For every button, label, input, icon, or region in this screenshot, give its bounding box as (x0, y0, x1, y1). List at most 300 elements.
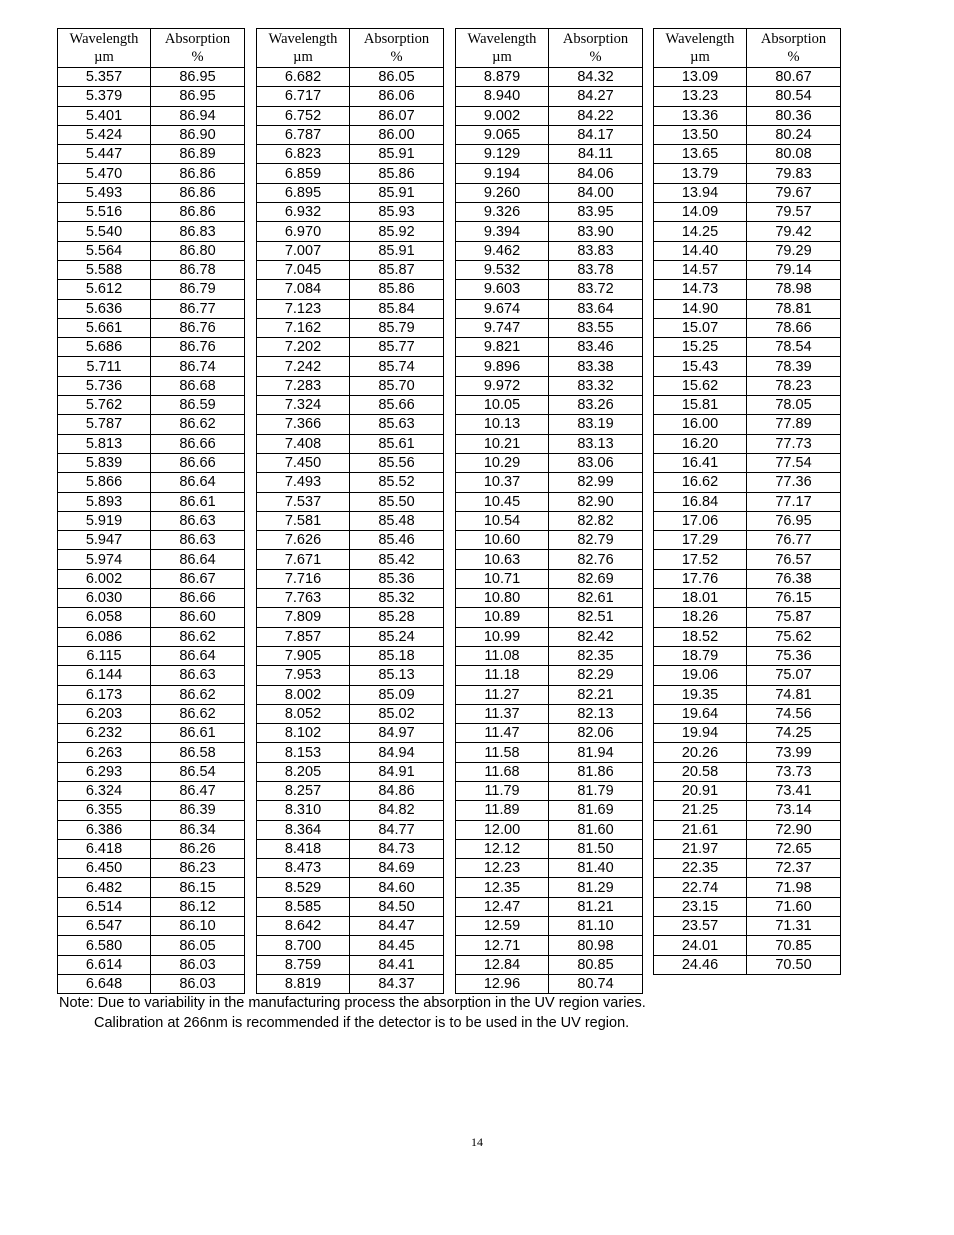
table-row (654, 511, 841, 530)
wavelength-cell: 8.205 (257, 762, 350, 781)
absorption-label: Absorption (164, 31, 231, 47)
absorption-cell: 71.60 (747, 897, 841, 916)
wavelength-cell: 22.74 (654, 878, 747, 897)
wavelength-cell: 10.05 (456, 396, 549, 415)
table-row (257, 415, 444, 434)
absorption-cell: 84.37 (350, 974, 444, 993)
absorption-cell: 84.41 (350, 955, 444, 974)
wavelength-cell: 9.462 (456, 241, 549, 260)
table-row (456, 453, 643, 472)
absorption-cell: 85.50 (350, 492, 444, 511)
absorption-cell: 79.42 (747, 222, 841, 241)
table-row (654, 492, 841, 511)
table-row (654, 434, 841, 453)
wavelength-cell: 12.12 (456, 839, 549, 858)
table-row (58, 222, 245, 241)
table-row (58, 453, 245, 472)
table-row (654, 183, 841, 202)
absorption-cell: 86.64 (151, 550, 245, 569)
table-row (257, 299, 444, 318)
wavelength-cell: 7.537 (257, 492, 350, 511)
wavelength-cell: 7.045 (257, 260, 350, 279)
table-row (456, 87, 643, 106)
table-row (257, 839, 444, 858)
table-row (654, 299, 841, 318)
wavelength-cell: 13.65 (654, 145, 747, 164)
wavelength-cell: 6.514 (58, 897, 151, 916)
table-row (456, 781, 643, 800)
wavelength-cell: 13.94 (654, 183, 747, 202)
absorption-cell: 86.95 (151, 87, 245, 106)
wavelength-cell: 5.813 (58, 434, 151, 453)
table-row (58, 260, 245, 279)
absorption-cell: 84.45 (350, 936, 444, 955)
absorption-cell: 85.87 (350, 260, 444, 279)
absorption-cell: 82.99 (549, 473, 643, 492)
table-row (654, 724, 841, 743)
table-row (257, 781, 444, 800)
wavelength-cell: 12.71 (456, 936, 549, 955)
wavelength-cell: 7.283 (257, 376, 350, 395)
absorption-cell: 78.66 (747, 318, 841, 337)
absorption-cell: 85.09 (350, 685, 444, 704)
absorption-cell: 85.66 (350, 396, 444, 415)
table-row (654, 955, 841, 974)
wavelength-cell: 6.058 (58, 608, 151, 627)
wavelength-cell: 7.162 (257, 318, 350, 337)
absorption-cell: 86.77 (151, 299, 245, 318)
wavelength-cell: 11.37 (456, 704, 549, 723)
table-row (257, 646, 444, 665)
wavelength-cell: 7.123 (257, 299, 350, 318)
absorption-cell: 83.90 (549, 222, 643, 241)
absorption-cell: 84.91 (350, 762, 444, 781)
wavelength-cell: 6.547 (58, 917, 151, 936)
absorption-cell: 83.19 (549, 415, 643, 434)
wavelength-cell: 14.40 (654, 241, 747, 260)
absorption-cell: 85.86 (350, 164, 444, 183)
absorption-cell: 77.36 (747, 473, 841, 492)
absorption-cell: 85.63 (350, 415, 444, 434)
table-row (257, 878, 444, 897)
wavelength-cell: 7.671 (257, 550, 350, 569)
absorption-cell: 85.91 (350, 241, 444, 260)
wavelength-cell: 5.947 (58, 531, 151, 550)
table-row (456, 801, 643, 820)
wavelength-cell: 16.00 (654, 415, 747, 434)
absorption-cell: 85.32 (350, 589, 444, 608)
table-row (58, 183, 245, 202)
wavelength-cell: 8.052 (257, 704, 350, 723)
wavelength-cell: 9.747 (456, 318, 549, 337)
table-row (456, 955, 643, 974)
wavelength-cell: 19.64 (654, 704, 747, 723)
wavelength-cell: 24.01 (654, 936, 747, 955)
absorption-cell: 80.08 (747, 145, 841, 164)
absorption-cell: 74.56 (747, 704, 841, 723)
wavelength-cell: 5.736 (58, 376, 151, 395)
absorption-cell: 86.05 (151, 936, 245, 955)
table-row (257, 608, 444, 627)
table-row (257, 936, 444, 955)
wavelength-cell: 6.580 (58, 936, 151, 955)
absorption-cell: 83.72 (549, 280, 643, 299)
table-row (257, 68, 444, 87)
table-row (257, 453, 444, 472)
table-row (58, 531, 245, 550)
absorption-cell: 81.60 (549, 820, 643, 839)
table-row (58, 396, 245, 415)
absorption-cell: 81.50 (549, 839, 643, 858)
wavelength-cell: 9.394 (456, 222, 549, 241)
table-row (257, 531, 444, 550)
wavelength-cell: 8.257 (257, 781, 350, 800)
absorption-cell: 86.63 (151, 531, 245, 550)
table-row (654, 376, 841, 395)
absorption-cell: 81.21 (549, 897, 643, 916)
wavelength-cell: 5.540 (58, 222, 151, 241)
absorption-cell: 85.48 (350, 511, 444, 530)
table-row (654, 280, 841, 299)
table-row (456, 550, 643, 569)
wavelength-cell: 7.493 (257, 473, 350, 492)
wavelength-cell: 14.09 (654, 203, 747, 222)
table-row (456, 743, 643, 762)
wavelength-cell: 20.91 (654, 781, 747, 800)
wavelength-cell: 8.418 (257, 839, 350, 858)
wavelength-cell: 12.47 (456, 897, 549, 916)
table-row (654, 743, 841, 762)
wavelength-cell: 8.473 (257, 859, 350, 878)
table-row (456, 357, 643, 376)
absorption-cell: 80.67 (747, 68, 841, 87)
wavelength-cell: 12.84 (456, 955, 549, 974)
absorption-cell: 83.46 (549, 338, 643, 357)
table-row (654, 87, 841, 106)
absorption-cell: 83.95 (549, 203, 643, 222)
absorption-cell: 86.63 (151, 511, 245, 530)
wavelength-cell: 10.80 (456, 589, 549, 608)
data-table-3 (455, 28, 643, 994)
wavelength-cell: 6.787 (257, 125, 350, 144)
wavelength-cell: 16.20 (654, 434, 747, 453)
wavelength-cell: 10.63 (456, 550, 549, 569)
absorption-cell: 80.85 (549, 955, 643, 974)
absorption-cell: 83.32 (549, 376, 643, 395)
wavelength-cell: 7.408 (257, 434, 350, 453)
absorption-cell: 85.46 (350, 531, 444, 550)
absorption-cell: 86.12 (151, 897, 245, 916)
wavelength-cell: 8.364 (257, 820, 350, 839)
wavelength-cell: 7.905 (257, 646, 350, 665)
table-row (654, 453, 841, 472)
table-row (257, 820, 444, 839)
absorption-cell: 76.15 (747, 589, 841, 608)
absorption-cell: 79.57 (747, 203, 841, 222)
table-row (654, 685, 841, 704)
wavelength-cell: 5.424 (58, 125, 151, 144)
absorption-cell: 86.03 (151, 955, 245, 974)
absorption-cell: 86.03 (151, 974, 245, 993)
absorption-cell: 86.26 (151, 839, 245, 858)
absorption-cell: 81.86 (549, 762, 643, 781)
absorption-cell: 85.56 (350, 453, 444, 472)
wavelength-cell: 8.759 (257, 955, 350, 974)
wavelength-cell: 15.07 (654, 318, 747, 337)
table-row (58, 724, 245, 743)
table-row (58, 280, 245, 299)
table-row (654, 936, 841, 955)
absorption-cell: 82.29 (549, 666, 643, 685)
table-row (456, 839, 643, 858)
table-row (654, 897, 841, 916)
wavelength-cell: 9.326 (456, 203, 549, 222)
wavelength-cell: 12.59 (456, 917, 549, 936)
wavelength-cell: 9.532 (456, 260, 549, 279)
table-row (456, 531, 643, 550)
table-row (58, 859, 245, 878)
absorption-cell: 85.13 (350, 666, 444, 685)
wavelength-cell: 13.09 (654, 68, 747, 87)
data-table-1 (57, 28, 245, 994)
table-row (58, 241, 245, 260)
table-row (654, 550, 841, 569)
wavelength-cell: 17.76 (654, 569, 747, 588)
wavelength-cell: 19.06 (654, 666, 747, 685)
table-row (654, 859, 841, 878)
wavelength-cell: 6.086 (58, 627, 151, 646)
wavelength-cell: 14.73 (654, 280, 747, 299)
absorption-cell: 86.05 (350, 68, 444, 87)
absorption-cell: 77.89 (747, 415, 841, 434)
absorption-cell: 84.27 (549, 87, 643, 106)
absorption-cell: 86.76 (151, 338, 245, 357)
wavelength-cell: 7.084 (257, 280, 350, 299)
table-row (58, 917, 245, 936)
table-row (58, 704, 245, 723)
table-row (456, 338, 643, 357)
wavelength-cell: 13.23 (654, 87, 747, 106)
absorption-cell: 86.06 (350, 87, 444, 106)
absorption-cell: 82.90 (549, 492, 643, 511)
table-row (654, 145, 841, 164)
table-row (257, 203, 444, 222)
table-row (654, 801, 841, 820)
absorption-cell: 86.90 (151, 125, 245, 144)
table-header (456, 29, 643, 68)
wavelength-cell: 12.00 (456, 820, 549, 839)
absorption-cell: 82.76 (549, 550, 643, 569)
wavelength-cell: 5.357 (58, 68, 151, 87)
table-row (654, 839, 841, 858)
wavelength-cell: 6.203 (58, 704, 151, 723)
wavelength-cell: 13.36 (654, 106, 747, 125)
absorption-cell: 70.50 (747, 955, 841, 974)
wavelength-cell: 19.35 (654, 685, 747, 704)
table-row (58, 666, 245, 685)
table-row (257, 106, 444, 125)
table-row (654, 106, 841, 125)
table-row (58, 511, 245, 530)
absorption-cell: 86.67 (151, 569, 245, 588)
absorption-cell: 85.79 (350, 318, 444, 337)
table-row (456, 396, 643, 415)
table-row (456, 974, 643, 993)
table-row (58, 125, 245, 144)
table-row (456, 685, 643, 704)
table-row (257, 241, 444, 260)
table-row (456, 164, 643, 183)
table-row (654, 878, 841, 897)
absorption-cell: 83.06 (549, 453, 643, 472)
absorption-cell: 84.32 (549, 68, 643, 87)
wavelength-cell: 6.232 (58, 724, 151, 743)
absorption-cell: 86.10 (151, 917, 245, 936)
table-row (456, 222, 643, 241)
absorption-cell: 86.86 (151, 203, 245, 222)
wavelength-cell: 17.06 (654, 511, 747, 530)
wavelength-cell: 5.686 (58, 338, 151, 357)
wavelength-unit: µm (492, 49, 512, 65)
table-row (257, 473, 444, 492)
absorption-cell: 71.31 (747, 917, 841, 936)
absorption-cell: 79.83 (747, 164, 841, 183)
table-row (456, 318, 643, 337)
table-row (58, 106, 245, 125)
wavelength-cell: 6.173 (58, 685, 151, 704)
wavelength-cell: 15.81 (654, 396, 747, 415)
wavelength-cell: 9.129 (456, 145, 549, 164)
table-row (58, 801, 245, 820)
wavelength-cell: 7.202 (257, 338, 350, 357)
table-row (58, 164, 245, 183)
wavelength-cell: 5.447 (58, 145, 151, 164)
wavelength-cell: 9.065 (456, 125, 549, 144)
wavelength-cell: 5.919 (58, 511, 151, 530)
absorption-cell: 83.55 (549, 318, 643, 337)
table-row (456, 203, 643, 222)
absorption-cell: 86.86 (151, 183, 245, 202)
table-row (456, 280, 643, 299)
wavelength-cell: 10.54 (456, 511, 549, 530)
table-row (58, 550, 245, 569)
absorption-cell: 73.99 (747, 743, 841, 762)
table-row (58, 492, 245, 511)
wavelength-cell: 11.58 (456, 743, 549, 762)
wavelength-cell: 10.13 (456, 415, 549, 434)
wavelength-cell: 5.711 (58, 357, 151, 376)
table-row (257, 318, 444, 337)
wavelength-cell: 8.310 (257, 801, 350, 820)
table-row (58, 87, 245, 106)
absorption-cell: 80.54 (747, 87, 841, 106)
absorption-cell: 86.62 (151, 704, 245, 723)
absorption-cell: 83.38 (549, 357, 643, 376)
absorption-cell: 84.86 (350, 781, 444, 800)
absorption-cell: 84.47 (350, 917, 444, 936)
absorption-cell: 82.06 (549, 724, 643, 743)
wavelength-cell: 6.386 (58, 820, 151, 839)
absorption-cell: 82.42 (549, 627, 643, 646)
absorption-cell: 84.60 (350, 878, 444, 897)
table-body (58, 68, 245, 994)
wavelength-cell: 21.25 (654, 801, 747, 820)
absorption-cell: 80.36 (747, 106, 841, 125)
absorption-cell: 86.47 (151, 781, 245, 800)
wavelength-cell: 7.450 (257, 453, 350, 472)
table-row (654, 318, 841, 337)
absorption-header (747, 29, 841, 68)
absorption-cell: 86.63 (151, 666, 245, 685)
table-row (456, 415, 643, 434)
table-row (257, 125, 444, 144)
wavelength-cell: 10.37 (456, 473, 549, 492)
table-row (456, 106, 643, 125)
table-row (654, 781, 841, 800)
absorption-cell: 81.10 (549, 917, 643, 936)
table-row (654, 917, 841, 936)
wavelength-cell: 5.516 (58, 203, 151, 222)
wavelength-cell: 6.895 (257, 183, 350, 202)
wavelength-cell: 17.52 (654, 550, 747, 569)
wavelength-cell: 6.002 (58, 569, 151, 588)
wavelength-cell: 6.144 (58, 666, 151, 685)
wavelength-cell: 10.71 (456, 569, 549, 588)
wavelength-cell: 12.35 (456, 878, 549, 897)
absorption-cell: 86.89 (151, 145, 245, 164)
absorption-header (350, 29, 444, 68)
absorption-cell: 76.77 (747, 531, 841, 550)
absorption-cell: 86.66 (151, 434, 245, 453)
table-row (456, 589, 643, 608)
table-row (58, 878, 245, 897)
table-row (654, 473, 841, 492)
wavelength-cell: 14.25 (654, 222, 747, 241)
absorption-unit: % (191, 49, 204, 65)
wavelength-cell: 6.823 (257, 145, 350, 164)
wavelength-cell: 11.68 (456, 762, 549, 781)
table-row (654, 241, 841, 260)
table-body (257, 68, 444, 994)
table-row (257, 743, 444, 762)
table-row (654, 203, 841, 222)
wavelength-cell: 15.25 (654, 338, 747, 357)
absorption-cell: 85.28 (350, 608, 444, 627)
table-row (257, 376, 444, 395)
wavelength-cell: 23.15 (654, 897, 747, 916)
table-row (456, 646, 643, 665)
table-row (456, 145, 643, 164)
wavelength-cell: 5.636 (58, 299, 151, 318)
absorption-cell: 86.15 (151, 878, 245, 897)
absorption-cell: 76.57 (747, 550, 841, 569)
table-row (58, 145, 245, 164)
table-row (58, 608, 245, 627)
absorption-cell: 86.62 (151, 685, 245, 704)
absorption-label: Absorption (363, 31, 430, 47)
wavelength-cell: 8.102 (257, 724, 350, 743)
table-row (456, 492, 643, 511)
absorption-cell: 82.82 (549, 511, 643, 530)
table-row (654, 627, 841, 646)
absorption-cell: 77.54 (747, 453, 841, 472)
wavelength-cell: 5.612 (58, 280, 151, 299)
absorption-cell: 86.80 (151, 241, 245, 260)
wavelength-cell: 7.763 (257, 589, 350, 608)
table-row (456, 473, 643, 492)
absorption-cell: 85.91 (350, 145, 444, 164)
absorption-header (549, 29, 643, 68)
